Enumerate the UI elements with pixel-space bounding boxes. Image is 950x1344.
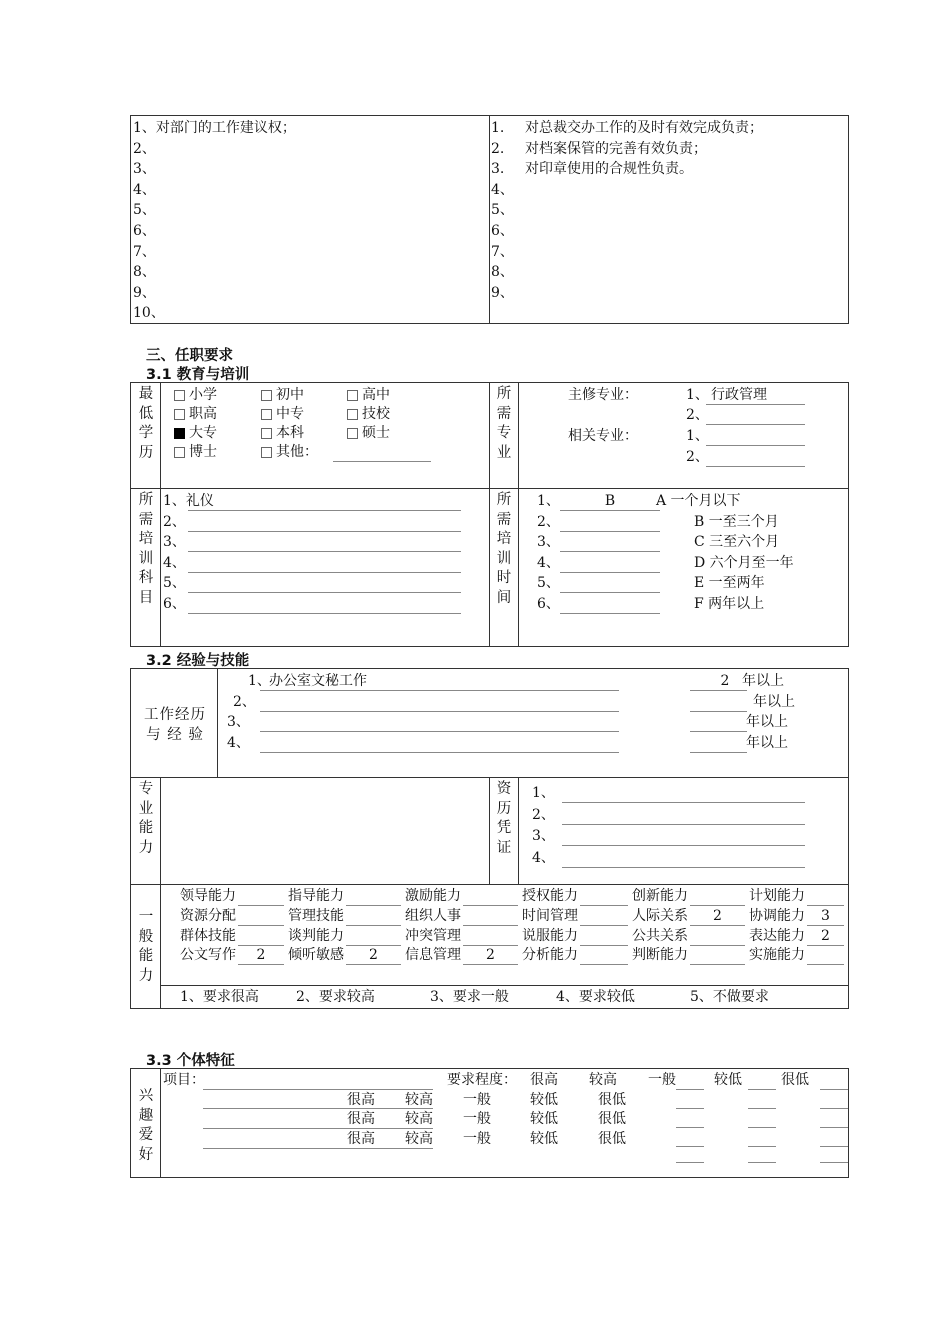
training-subjects-label [138,491,154,608]
years-underline [690,752,747,753]
training-time-option: E 一至两年 [694,575,765,592]
ability-name: 资源分配 [180,907,236,924]
ability-name: 管理技能 [288,907,344,924]
legend-item: 5、不做要求 [690,989,769,1005]
checkbox-9 [347,428,358,439]
duty-number: 7、 [491,243,514,260]
level-option: 较低 [530,1111,558,1128]
training-time-underline [560,572,660,573]
label-char: 训 [138,550,154,567]
education-option-label: 职高 [189,406,217,422]
training-time-number: 2、 [537,513,560,530]
label-char: 力 [138,967,154,984]
label-char: 需 [138,511,154,528]
label-char: 般 [138,928,154,945]
training-time-underline [560,510,660,511]
subsection-3-1: 3.1 教育与培训 [146,367,250,383]
checkbox-10 [174,447,185,458]
ability-name: 激励能力 [405,888,461,904]
interest-item-underline [203,1089,433,1090]
label-char: 时 [496,570,512,586]
right-item: 6、 [133,222,156,239]
label-char: 爱 [138,1127,154,1143]
interest-item-underline [203,1148,433,1149]
training-subject: 5、 [163,575,186,592]
label-char: 目 [138,589,154,606]
checkbox-4 [174,409,185,420]
level-underline [748,1089,776,1090]
right-item: 5、 [133,202,156,219]
ability-name: 公共关系 [632,927,688,944]
label-char: 培 [138,531,154,547]
ability-level: 2 [486,947,495,964]
duty-text: 对总裁交办工作的及时有效完成负责； [525,120,763,136]
work-experience-label: 工作经历与 经 验 [144,707,206,743]
ability-name: 人际关系 [632,907,688,924]
level-option: 很低 [598,1130,626,1147]
ability-underline [463,905,518,906]
level-header: 很低 [781,1072,809,1088]
label-char: 资 [496,781,512,797]
duty-item [491,242,763,263]
training-subject: 4、 [163,554,186,571]
level-underline [748,1162,776,1163]
education-option-label: 博士 [189,444,217,460]
duty-number: 9、 [491,284,514,301]
duty-item [491,262,763,283]
training-time-underline [560,531,660,532]
level-option: 很高 [347,1092,375,1108]
checkbox-1 [174,390,185,401]
ability-underline [238,925,284,926]
right-item: 10、 [133,305,165,322]
training-time-underline [560,613,660,614]
education-option-label: 其他： [276,444,318,460]
education-option-label: 中专 [276,406,304,422]
level-underline [676,1162,704,1163]
level-header: 较高 [589,1072,617,1088]
level-option: 较高 [405,1130,433,1147]
major-value: 行政管理 [711,387,767,403]
major-underline [706,466,805,467]
level-option: 很低 [598,1092,626,1108]
ability-underline [580,925,628,926]
label-char: 好 [138,1146,154,1163]
level-header: 一般 [648,1072,676,1088]
min-education-label [138,385,154,463]
training-subject: 6、 [163,596,186,612]
legend-item: 1、要求很高 [180,989,259,1005]
ability-name: 组织人事 [405,907,461,924]
major-underline [706,445,805,446]
duties-list [491,118,763,303]
required-major-label [496,385,512,463]
item-label: 项目： [163,1072,205,1088]
ability-level: 2 [256,947,266,964]
duty-text: 对印章使用的合规性负责。 [525,161,693,178]
training-time-number: 4、 [537,554,560,571]
label-char: 所 [496,386,512,402]
level-underline [676,1127,704,1128]
level-underline [676,1089,704,1090]
training-time-option: A 一个月以下 [656,493,741,509]
label-char: 训 [496,550,512,567]
ability-name: 冲突管理 [405,927,461,944]
ability-name: 信息管理 [405,947,461,964]
training-time-label [496,491,512,608]
education-option-label: 小学 [189,387,217,403]
ability-name: 群体技能 [180,927,236,944]
label-char: 需 [496,511,512,528]
level-option: 一般 [463,1130,491,1147]
label-char: 能 [138,820,154,836]
experience-number: 1、 [248,673,271,689]
credential-underline [562,845,805,846]
experience-item: 办公室文秘工作 [269,673,367,689]
education-option-label: 初中 [276,387,304,403]
education-option-label: 硕士 [362,425,390,441]
training-underline [188,592,461,593]
training-time-number: 6、 [537,596,560,612]
level-underline [748,1127,776,1128]
duty-item [491,283,763,304]
duty-item [491,118,763,139]
right-item: 8、 [133,264,156,281]
ability-underline [580,945,628,946]
level-underline [820,1127,848,1128]
duty-number: 4、 [491,181,514,198]
label-char: 趣 [138,1107,154,1124]
major-number: 2、 [686,449,709,465]
ability-name: 时间管理 [522,907,578,924]
training-underline [188,551,461,552]
label-char: 低 [138,405,154,422]
ability-name: 说服能力 [522,927,578,944]
general-ability-label [138,908,154,986]
years-unit: 年以上 [753,693,795,710]
ability-underline [580,964,628,965]
label-char: 业 [496,444,512,461]
ability-underline [580,905,628,906]
training-time-value: B [604,493,616,509]
label-char: 凭 [496,820,512,836]
duty-number: 1. [491,120,505,136]
interest-item-underline [203,1128,433,1129]
duty-number: 2. [491,140,505,157]
level-option: 很高 [347,1111,375,1128]
credential-underline [562,867,805,868]
training-underline [188,531,461,532]
ability-name: 判断能力 [632,947,688,964]
interest-item-underline [203,1108,433,1109]
training-subject: 1、礼仪 [163,493,214,509]
ability-underline [346,905,401,906]
label-char: 间 [496,589,512,606]
level-option: 较低 [530,1130,558,1147]
years-unit: 年以上 [746,734,788,751]
credential-number: 2、 [532,806,555,823]
checkbox-11 [261,447,272,458]
major-number: 1、 [686,428,709,444]
subsection-3-2: 3.2 经验与技能 [146,653,250,669]
credential-underline [562,802,805,803]
checkbox-8 [261,428,272,439]
experience-underline [260,690,619,691]
label-char: 业 [138,800,154,817]
education-option-label: 大专 [189,425,217,441]
label-char: 需 [496,405,512,422]
ability-underline [238,905,284,906]
level-underline [820,1162,848,1163]
ability-name: 分析能力 [522,947,578,964]
training-time-number: 1、 [537,493,560,509]
training-time-number: 3、 [537,534,560,551]
level-option: 较高 [405,1111,433,1128]
training-underline [188,613,461,614]
subsection-3-3: 3.3 个体特征 [146,1053,235,1069]
education-option-label: 高中 [362,387,390,403]
rights-list [133,118,296,324]
ability-name: 谈判能力 [288,927,344,944]
ability-name: 协调能力 [749,907,805,924]
training-time-option: D 六个月至一年 [694,554,794,571]
training-subject: 2、 [163,513,186,530]
level-option: 很高 [347,1130,375,1147]
major-number: 2、 [686,407,709,423]
education-option-label: 本科 [276,425,304,441]
ability-name: 计划能力 [749,888,805,904]
training-time-option: F 两年以上 [694,596,765,612]
legend-item: 3、要求一般 [430,989,509,1005]
checkbox-3 [347,390,358,401]
training-time-underline [560,592,660,593]
training-subject: 3、 [163,534,186,551]
major-underline [706,404,805,405]
label-char: 科 [138,570,154,586]
experience-years: 2 [720,673,730,689]
professional-ability-label [138,780,154,858]
major-number: 1、 [686,387,709,403]
right-item: 2、 [133,140,156,157]
level-option: 较低 [530,1092,558,1108]
duty-item [491,159,763,180]
level-header: 较低 [714,1072,742,1088]
ability-name: 授权能力 [522,888,578,904]
label-char: 最 [138,386,154,402]
experience-underline [260,731,619,732]
ability-name: 实施能力 [749,947,805,964]
duty-number: 3. [491,161,505,178]
ability-level: 3 [821,907,830,924]
label-char: 证 [496,839,512,856]
ability-level: 2 [713,907,722,924]
ability-name: 倾听敏感 [288,947,344,964]
right-item: 4、 [133,181,156,198]
label-char: 学 [138,425,154,441]
experience-underline [260,752,619,753]
ability-level: 2 [821,927,830,944]
training-time-underline [560,551,660,552]
experience-underline [260,711,619,712]
credentials-label [496,780,512,858]
label-char: 兴 [138,1088,154,1104]
level-underline [676,1108,704,1109]
experience-number: 4、 [227,734,250,751]
level-header: 很高 [530,1072,558,1088]
years-unit: 年以上 [742,673,784,689]
right-item: 9、 [133,284,156,301]
level-option: 一般 [463,1111,491,1128]
training-time-option: C 三至六个月 [694,534,780,551]
credential-number: 4、 [532,849,555,866]
legend-item: 2、要求较高 [296,989,375,1005]
credential-number: 1、 [532,785,555,801]
duty-number: 6、 [491,222,514,239]
duty-text: 对档案保管的完善有效负责； [525,140,707,157]
label-char: 所 [496,492,512,508]
training-time-number: 5、 [537,575,560,592]
label-char: 历 [496,800,512,817]
checkbox-2 [261,390,272,401]
duty-item [491,180,763,201]
level-underline [748,1108,776,1109]
interests-label [138,1087,154,1165]
label-char: 培 [496,531,512,547]
right-item: 7、 [133,243,156,260]
training-underline [188,572,461,573]
ability-underline [346,925,401,926]
years-underline [690,711,747,712]
level-underline [820,1108,848,1109]
right-item: 3、 [133,161,156,178]
credential-number: 3、 [532,828,555,844]
duty-item [491,200,763,221]
main-major-label: 主修专业： [568,387,638,403]
label-char: 能 [138,948,154,964]
ability-underline [463,925,518,926]
ability-underline [690,945,745,946]
label-char: 所 [138,492,154,508]
experience-number: 2、 [233,693,256,710]
credential-underline [562,824,805,825]
label-char: 力 [138,839,154,856]
ability-underline [807,964,844,965]
label-char: 专 [496,425,512,441]
label-char: 历 [138,444,154,461]
degree-label: 要求程度： [447,1072,517,1088]
ability-name: 表达能力 [749,927,805,944]
ability-name: 指导能力 [288,888,344,904]
level-underline [820,1089,848,1090]
ability-name: 公文写作 [180,947,236,964]
level-underline [748,1146,776,1147]
section-title: 三、任职要求 [146,348,233,364]
level-option: 很低 [598,1111,626,1128]
years-underline [690,690,747,691]
duty-number: 8、 [491,264,514,281]
related-major-label: 相关专业： [568,428,638,444]
ability-level: 2 [369,947,378,964]
right-item: 1、对部门的工作建议权； [133,120,296,136]
legend-item: 4、要求较低 [556,989,635,1005]
level-underline [676,1146,704,1147]
years-unit: 年以上 [746,714,788,731]
ability-underline [690,964,745,965]
level-option: 较高 [405,1092,433,1108]
years-underline [690,731,747,732]
checkbox-6 [347,409,358,420]
level-underline [820,1146,848,1147]
education-option-label: 技校 [362,406,390,422]
training-time-option: B 一至三个月 [694,513,779,530]
duty-item [491,139,763,160]
duty-number: 5、 [491,202,514,219]
level-option: 一般 [463,1092,491,1108]
label-char: 一 [138,909,154,925]
checkbox-7 [174,428,185,439]
experience-number: 3、 [227,714,250,731]
training-underline [188,510,461,511]
duty-item [491,221,763,242]
checkbox-5 [261,409,272,420]
ability-name: 领导能力 [180,888,236,904]
major-underline [706,424,805,425]
label-char: 专 [138,781,154,797]
ability-name: 创新能力 [632,888,688,904]
